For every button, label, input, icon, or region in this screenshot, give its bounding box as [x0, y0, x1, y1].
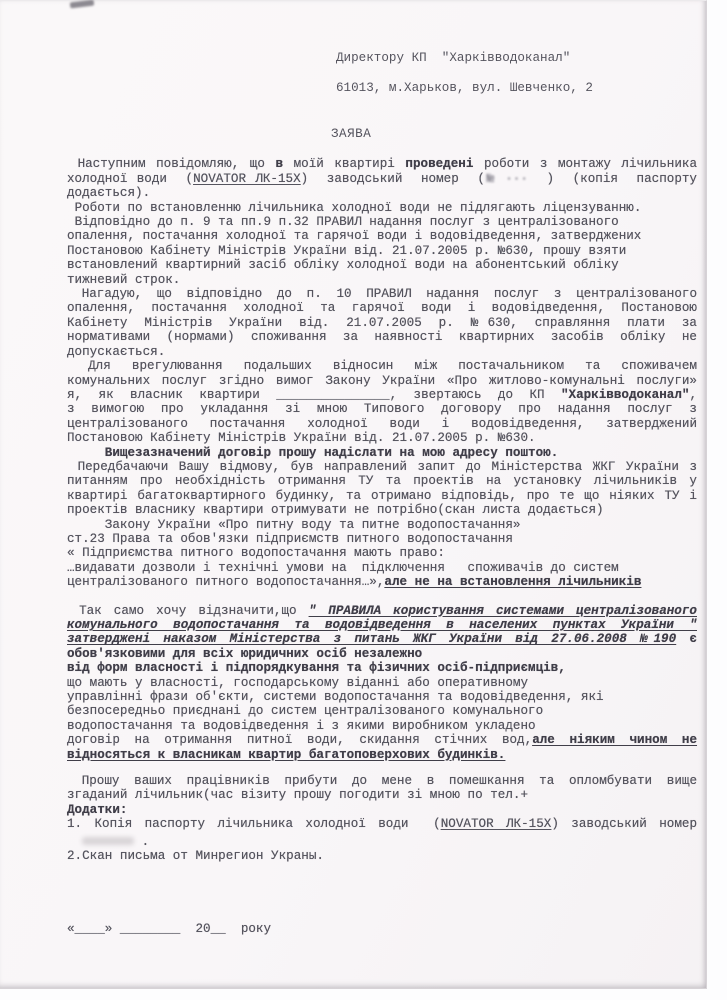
- text-line: [67, 647, 697, 661]
- text-segment: 1. Копія паспорту лічильника холодної води (: [67, 817, 441, 832]
- text-line: [67, 489, 697, 503]
- text-segment: але не на встановлення лічильників: [384, 575, 642, 590]
- text-segment: тижневий строк.: [67, 272, 181, 287]
- text-segment: договір на отримання питної води, скидання стічних вод,: [67, 733, 533, 748]
- text-line: [67, 518, 697, 532]
- text-segment: моїй квартирі: [283, 157, 406, 172]
- scan-artifact-mark: [70, 0, 95, 8]
- text-line: [67, 157, 697, 171]
- text-segment: в: [275, 157, 284, 172]
- text-segment: Відповідно до п. 9 та пп.9 п.32 ПРАВИЛ надання послуг з централізованого: [67, 215, 619, 230]
- text-segment: Постановою Кабінету Міністрів України від. 21.07.2005 р. №630, прошу взяти: [67, 243, 627, 258]
- recipient-line: 61013, м.Харьков, вул. Шевченко, 2: [336, 81, 593, 95]
- text-segment: водопостачання та водовідведення і з якими виробником укладено: [67, 718, 536, 733]
- text-segment: Наступним повідомляю, що: [67, 157, 276, 172]
- text-line: [67, 561, 697, 575]
- text-line: [67, 258, 697, 272]
- text-line: [67, 374, 697, 388]
- text-segment: Прошу ваших працівників прибути до мене в помешкання та опломбувати вище: [67, 774, 698, 789]
- text-line: [67, 676, 697, 690]
- text-segment: обов'язковими для всіх юридичних осіб незалежно: [67, 646, 423, 661]
- text-segment: _______________: [276, 387, 390, 402]
- text-segment: від форм власності і підпорядкування та фізичних осіб-підприємців,: [67, 661, 566, 676]
- text-line: [67, 803, 697, 817]
- text-line: [67, 849, 697, 863]
- text-line: [67, 575, 697, 589]
- text-line: [67, 618, 697, 632]
- text-line: [67, 748, 697, 762]
- text-segment: централізованого питного водопостачання…»,: [67, 575, 385, 590]
- text-segment: Постановою Кабінету Міністрів України від. 21.07.2005 р. №630.: [67, 431, 536, 446]
- text-segment: Передбачаючи Вашу відмову, був направлений запит до Міністерства ЖКГ України з: [67, 459, 698, 474]
- text-line: [67, 733, 697, 747]
- text-segment: затверджені наказом Міністерства з питань ЖКГ України від 27.06.2008 №190: [67, 632, 677, 647]
- text-segment: Нагадую, що відповідно до п. 10 ПРАВИЛ надання послуг з централізованого: [67, 287, 698, 302]
- text-segment: 2.Скан письма от Минрегион Украны.: [67, 849, 324, 864]
- text-segment: роботи з монтажу лічильника: [473, 157, 697, 172]
- recipient-line: Директору КП "Харківводоканал": [336, 51, 571, 65]
- document-title: ЗАЯВА: [331, 127, 372, 141]
- text-line: [67, 287, 697, 301]
- text-segment: Додатки:: [67, 802, 128, 817]
- text-line: [67, 690, 697, 704]
- text-segment: "Харківводоканал": [560, 387, 690, 402]
- text-segment: згаданий лічильник(час візиту прошу погодити зі мною по тел.+: [67, 788, 529, 803]
- text-segment: [67, 446, 105, 460]
- text-line: [67, 474, 697, 488]
- text-segment: я, як власник квартири: [67, 387, 277, 402]
- text-line: [67, 172, 697, 186]
- erased-text-smudge: [82, 837, 134, 845]
- text-line: [67, 402, 697, 416]
- text-segment: ст.23 Права та обов'язки підприємств питного водопостачання: [67, 531, 513, 546]
- text-segment: додається).: [67, 186, 151, 201]
- text-segment: « Підприємства питного водопостачання мають право:: [67, 546, 445, 561]
- text-segment: комунального водопостачання та водовідведення в населених пунктах України ": [67, 618, 697, 632]
- text-line: [67, 532, 697, 546]
- text-segment: квартирі багатоквартирного будинку, та отримано відповідь, про те що ніяких ТУ і: [67, 488, 697, 503]
- text-segment: " ПРАВИЛА користування системами централізованого: [308, 603, 697, 618]
- text-segment: ,: [689, 387, 697, 402]
- text-line: [67, 503, 697, 517]
- text-segment: NOVATOR ЛК-15Х: [193, 171, 301, 186]
- text-line: [67, 460, 697, 474]
- text-segment: централізованого постачання холодної води і водовідведення, затверджений: [67, 416, 697, 431]
- text-segment: є: [676, 632, 697, 647]
- document-lines: [67, 157, 697, 936]
- text-line: [67, 817, 697, 831]
- text-line: [67, 774, 697, 788]
- text-line: [67, 388, 697, 402]
- text-line: [67, 229, 697, 243]
- text-line: [67, 546, 697, 560]
- text-segment: , звертаюсь до КП: [389, 387, 561, 402]
- text-line: [67, 604, 697, 618]
- text-segment: Закону України «Про питну воду та питне водопостачання»: [67, 517, 521, 532]
- text-segment: Роботи по встановленню лічильника холодної води не підлягають ліцензуванню.: [67, 200, 642, 215]
- text-segment: опалення, постачання холодної та гарячої води і водовідведення, затверджених: [67, 229, 642, 244]
- text-segment: № ···: [484, 171, 528, 186]
- text-segment: холодної води (: [67, 171, 194, 186]
- text-line: [67, 301, 697, 315]
- text-line: [67, 704, 697, 718]
- text-segment: допускається.: [67, 344, 166, 359]
- text-segment: нормативами (нормами) споживання за наявності квартирних засобів обліку не: [67, 330, 697, 345]
- text-segment: відносяться к власникам квартир багатоповерхових будинків.: [67, 747, 506, 762]
- text-line: [67, 316, 697, 330]
- text-line: [67, 330, 697, 344]
- text-segment: опалення, постачання холодної та гарячої води і водовідведення, Постановою: [67, 301, 697, 316]
- text-segment: безпосередньо приєднані до систем централізованого комунального: [67, 704, 544, 719]
- text-line: [67, 719, 697, 733]
- text-segment: з вимогою про укладання зі мною Типового договору про надання послуг з: [67, 402, 697, 417]
- text-segment: «____» ________ 20__ року: [67, 921, 272, 936]
- text-line: [67, 788, 697, 802]
- text-segment: ) заводський номер (: [300, 171, 485, 186]
- text-segment: питанням про необхідність отримання ТУ та проектів на установку лічильників у: [67, 474, 697, 489]
- text-segment: проектів власнику квартири отримувати не потрібно(скан листа додається): [67, 503, 604, 518]
- text-line: [67, 244, 697, 258]
- text-line: [67, 661, 697, 675]
- text-segment: Вищезазначений договір прошу надіслати на мою адресу поштою.: [104, 445, 559, 460]
- text-segment: Для врегулювання подальших відносин між постачальником та споживачем: [67, 359, 697, 374]
- text-line: [67, 632, 697, 646]
- text-segment: .: [134, 834, 150, 849]
- text-segment: NOVATOR ЛК-15Х: [440, 817, 552, 832]
- text-segment: але ніяким чином не: [532, 733, 698, 748]
- text-segment: управлінні фрази об'єкти, системи водопостачання та водовідведення, які: [67, 690, 604, 705]
- text-segment: проведені: [405, 157, 474, 172]
- text-segment: що мають у власності, господарському віданні або оперативному: [67, 675, 529, 690]
- text-segment: комунальних послуг згідно вимог Закону України «Про житлово-комунальні послуги»: [67, 373, 697, 388]
- text-segment: Кабінету Міністрів України від. 21.07.2005 р. №630, справляння плати за: [67, 315, 697, 330]
- text-line: [67, 359, 697, 373]
- text-segment: [67, 835, 82, 849]
- text-line: [67, 345, 697, 359]
- text-segment: Так само хочу відзначити,що: [67, 603, 309, 618]
- text-segment: встановлений квартирний засіб обліку холодної води на абонентський обліку: [67, 258, 619, 273]
- text-line: [67, 835, 697, 849]
- text-line: [67, 446, 697, 460]
- text-line: [67, 215, 697, 229]
- text-segment: ) заводський номер: [551, 817, 698, 832]
- text-line: [67, 922, 697, 936]
- text-line: [67, 417, 697, 431]
- recipient-block: [336, 1, 706, 103]
- text-line: [67, 201, 697, 215]
- text-segment: …видавати дозволи і технічні умови на підключення споживачів до систем: [67, 560, 619, 575]
- text-line: [67, 431, 697, 445]
- text-segment: ) (копія паспорту: [527, 171, 697, 186]
- text-line: [67, 186, 697, 200]
- text-line: [67, 273, 697, 287]
